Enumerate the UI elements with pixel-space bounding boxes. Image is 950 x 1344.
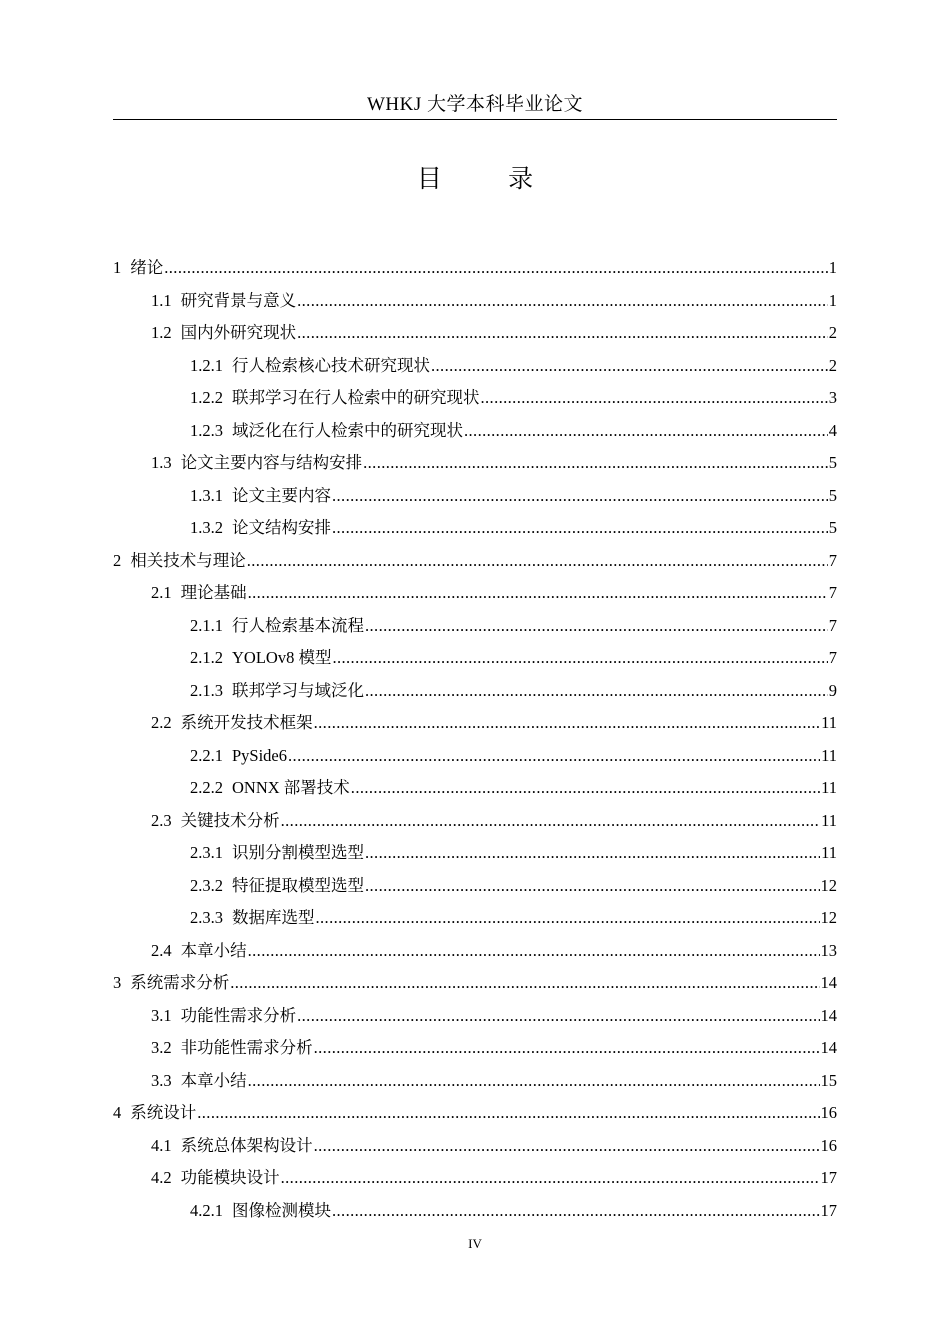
toc-entry[interactable] — [113, 677, 837, 710]
toc-entry-number: 2.2.1 — [190, 745, 223, 765]
toc-dot-leader — [332, 1197, 820, 1225]
toc-entry-number: 2.2 — [151, 713, 172, 732]
toc-entry-number: 2.3.3 — [190, 908, 223, 927]
toc-entry-title: 功能性需求分析 — [180, 1005, 297, 1025]
toc-entry-number: 2.1.3 — [190, 680, 223, 700]
toc-dot-leader — [332, 482, 828, 510]
toc-dot-leader — [332, 514, 828, 542]
toc-entry[interactable] — [113, 709, 837, 742]
toc-entry-page: 7 — [828, 550, 837, 570]
toc-title: 目 录 — [416, 166, 564, 193]
toc-entry[interactable] — [113, 254, 837, 287]
toc-entry[interactable] — [113, 1067, 837, 1100]
toc-entry-page: 11 — [821, 810, 837, 830]
toc-dot-leader — [164, 254, 828, 282]
table-of-contents — [113, 254, 837, 1229]
toc-entry-title: YOLOv8 模型 — [232, 648, 332, 667]
toc-entry-number: 2.4 — [151, 940, 172, 960]
toc-dot-leader — [297, 287, 828, 315]
toc-entry[interactable] — [113, 872, 837, 905]
toc-entry-title: 特征提取模型选型 — [232, 875, 364, 895]
toc-entry-page: 14 — [820, 973, 837, 992]
toc-entry-page: 11 — [821, 713, 837, 732]
toc-entry[interactable] — [113, 384, 837, 417]
toc-dot-leader — [281, 807, 820, 835]
toc-dot-leader — [481, 384, 828, 412]
toc-entry-title: 理论基础 — [180, 583, 247, 602]
toc-entry-title: 非功能性需求分析 — [180, 1038, 313, 1057]
toc-entry-page: 5 — [828, 485, 837, 505]
toc-entry-page: 17 — [820, 1168, 837, 1187]
toc-entry-number: 4.1 — [151, 1135, 172, 1155]
toc-dot-leader — [314, 1132, 820, 1160]
toc-entry-page: 15 — [820, 1070, 837, 1090]
toc-entry-title: 数据库选型 — [232, 908, 315, 927]
toc-entry[interactable] — [113, 482, 837, 515]
toc-entry-title: 系统总体架构设计 — [180, 1135, 313, 1155]
toc-entry-page: 16 — [820, 1135, 837, 1155]
toc-entry-number: 1.2.3 — [190, 420, 223, 440]
toc-dot-leader — [316, 904, 820, 932]
toc-entry-page: 14 — [820, 1038, 837, 1057]
toc-entry[interactable] — [113, 352, 837, 385]
toc-entry-title: ONNX 部署技术 — [232, 778, 350, 797]
toc-entry-title: 论文主要内容 — [232, 485, 331, 505]
toc-entry-title: 联邦学习与域泛化 — [232, 680, 364, 700]
toc-entry-title: 绪论 — [130, 258, 164, 277]
toc-entry-number: 3.2 — [151, 1038, 172, 1057]
toc-entry-title: 本章小结 — [180, 940, 247, 960]
toc-dot-leader — [288, 742, 820, 770]
toc-entry-title: 系统需求分析 — [130, 973, 230, 992]
toc-entry-title: 图像检测模块 — [232, 1200, 331, 1220]
toc-entry[interactable] — [113, 1197, 837, 1230]
toc-entry-title: 国内外研究现状 — [180, 323, 297, 342]
toc-dot-leader — [365, 872, 820, 900]
toc-entry[interactable] — [113, 417, 837, 450]
toc-entry-title: 识别分割模型选型 — [232, 843, 364, 862]
toc-entry-number: 1 — [113, 258, 122, 277]
toc-entry[interactable] — [113, 774, 837, 807]
toc-entry-title: 功能模块设计 — [180, 1168, 280, 1187]
toc-entry[interactable] — [113, 937, 837, 970]
toc-entry-number: 2 — [113, 550, 122, 570]
toc-entry-title: 关键技术分析 — [180, 810, 280, 830]
toc-entry[interactable] — [113, 449, 837, 482]
toc-dot-leader — [464, 417, 828, 445]
toc-entry[interactable] — [113, 547, 837, 580]
toc-entry[interactable] — [113, 319, 837, 352]
toc-entry-number: 2.3 — [151, 810, 172, 830]
toc-entry-page: 2 — [828, 323, 837, 342]
toc-entry-title: 系统设计 — [130, 1103, 197, 1122]
toc-entry[interactable] — [113, 742, 837, 775]
toc-dot-leader — [197, 1099, 819, 1127]
toc-entry-number: 2.1 — [151, 583, 172, 602]
toc-dot-leader — [297, 319, 828, 347]
toc-entry-number: 2.2.2 — [190, 778, 223, 797]
toc-entry[interactable] — [113, 1002, 837, 1035]
toc-entry-title: PySide6 — [232, 745, 288, 765]
toc-entry-title: 本章小结 — [180, 1070, 247, 1090]
toc-entry-page: 11 — [821, 778, 837, 797]
toc-entry-page: 1 — [828, 290, 837, 310]
toc-entry-title: 行人检索基本流程 — [232, 615, 364, 635]
toc-entry-number: 2.1.2 — [190, 648, 223, 667]
toc-dot-leader — [230, 969, 819, 997]
running-header: WHKJ 大学本科毕业论文 — [366, 94, 584, 115]
toc-entry-number: 2.1.1 — [190, 615, 223, 635]
toc-entry[interactable] — [113, 1034, 837, 1067]
toc-entry-page: 9 — [828, 680, 837, 700]
toc-dot-leader — [247, 547, 828, 575]
toc-entry-title: 论文结构安排 — [232, 518, 331, 537]
toc-entry-number: 1.3 — [151, 453, 172, 472]
toc-entry[interactable] — [113, 839, 837, 872]
toc-dot-leader — [314, 1034, 820, 1062]
toc-dot-leader — [431, 352, 828, 380]
toc-entry-number: 1.2.2 — [190, 388, 223, 407]
toc-entry[interactable] — [113, 1164, 837, 1197]
toc-entry[interactable] — [113, 1132, 837, 1165]
toc-entry-number: 1.2 — [151, 323, 172, 342]
toc-entry-page: 4 — [828, 420, 837, 440]
toc-entry-page: 5 — [828, 453, 837, 472]
toc-dot-leader — [314, 709, 820, 737]
header-rule — [113, 119, 837, 120]
toc-entry-title: 联邦学习在行人检索中的研究现状 — [232, 388, 480, 407]
toc-entry-title: 论文主要内容与结构安排 — [180, 453, 363, 472]
toc-dot-leader — [365, 612, 828, 640]
toc-entry-page: 1 — [828, 258, 837, 277]
toc-entry-number: 1.1 — [151, 290, 172, 310]
toc-entry-page: 2 — [828, 355, 837, 375]
toc-dot-leader — [365, 839, 820, 867]
toc-entry-number: 1.2.1 — [190, 355, 223, 375]
toc-entry-title: 系统开发技术框架 — [180, 713, 313, 732]
toc-dot-leader — [363, 449, 828, 477]
page-number: IV — [468, 1236, 482, 1251]
toc-entry-page: 11 — [821, 745, 837, 765]
toc-entry-page: 12 — [820, 875, 837, 895]
toc-entry-number: 3.3 — [151, 1070, 172, 1090]
toc-dot-leader — [332, 644, 827, 672]
toc-entry-title: 行人检索核心技术研究现状 — [232, 355, 430, 375]
toc-entry-number: 4.2.1 — [190, 1200, 223, 1220]
toc-dot-leader — [281, 1164, 820, 1192]
toc-dot-leader — [365, 677, 828, 705]
toc-dot-leader — [297, 1002, 819, 1030]
toc-entry-page: 11 — [821, 843, 837, 862]
toc-entry[interactable] — [113, 579, 837, 612]
toc-entry[interactable] — [113, 1099, 837, 1132]
toc-entry[interactable] — [113, 514, 837, 547]
toc-dot-leader — [248, 937, 820, 965]
toc-entry-number: 1.3.1 — [190, 485, 223, 505]
toc-entry-page: 12 — [820, 908, 837, 927]
toc-dot-leader — [248, 1067, 820, 1095]
toc-entry[interactable] — [113, 969, 837, 1002]
toc-entry-title: 研究背景与意义 — [180, 290, 297, 310]
toc-entry-page: 16 — [820, 1103, 837, 1122]
toc-entry-number: 4 — [113, 1103, 122, 1122]
toc-entry-number: 2.3.1 — [190, 843, 223, 862]
toc-entry-page: 3 — [828, 388, 837, 407]
toc-entry[interactable] — [113, 644, 837, 677]
toc-entry-page: 7 — [828, 615, 837, 635]
toc-entry-page: 7 — [828, 583, 837, 602]
toc-entry-title: 相关技术与理论 — [130, 550, 246, 570]
toc-entry-number: 2.3.2 — [190, 875, 223, 895]
toc-entry-page: 14 — [820, 1005, 837, 1025]
toc-entry-number: 4.2 — [151, 1168, 172, 1187]
toc-entry-number: 3.1 — [151, 1005, 172, 1025]
toc-entry-page: 17 — [820, 1200, 837, 1220]
toc-entry-title: 域泛化在行人检索中的研究现状 — [232, 420, 463, 440]
toc-dot-leader — [351, 774, 820, 802]
toc-entry-number: 3 — [113, 973, 122, 992]
toc-entry-page: 13 — [820, 940, 837, 960]
toc-entry[interactable] — [113, 904, 837, 937]
toc-entry-page: 5 — [828, 518, 837, 537]
toc-entry-number: 1.3.2 — [190, 518, 223, 537]
toc-entry[interactable] — [113, 612, 837, 645]
toc-entry[interactable] — [113, 807, 837, 840]
toc-dot-leader — [248, 579, 828, 607]
toc-entry-page: 7 — [828, 648, 837, 667]
toc-entry[interactable] — [113, 287, 837, 320]
